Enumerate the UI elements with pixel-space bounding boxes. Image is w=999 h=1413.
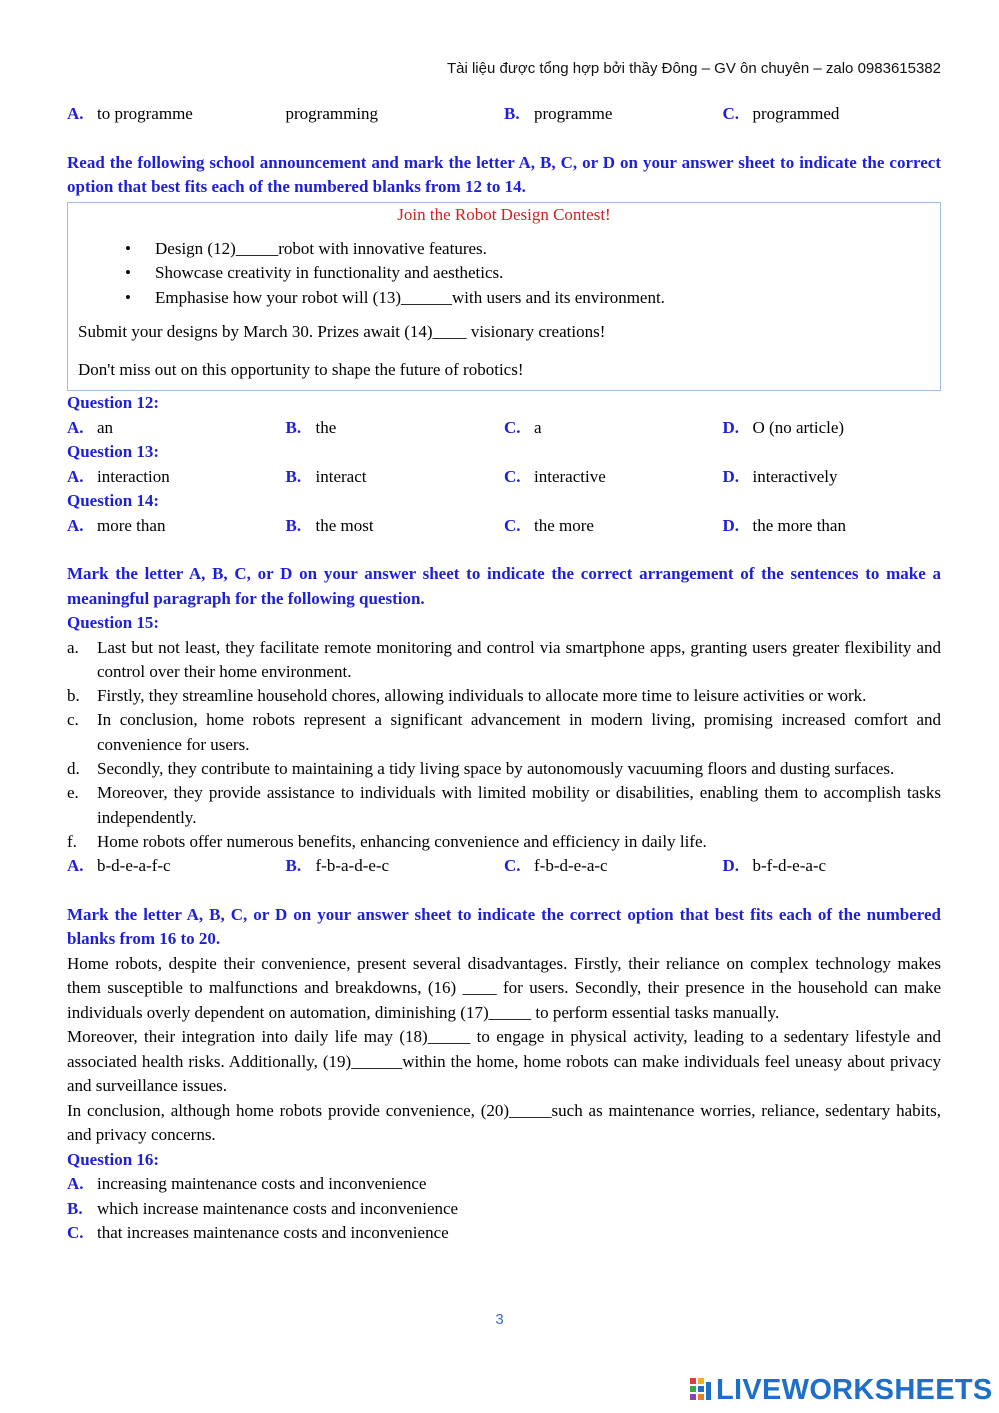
announcement-title: Join the Robot Design Contest! (397, 204, 611, 224)
page-number: 3 (495, 1311, 504, 1328)
option-extra: programming (285, 104, 379, 124)
liveworksheets-logo-icon (690, 1378, 712, 1404)
q11-options (67, 102, 941, 127)
question-13-options (67, 465, 941, 490)
option-a[interactable]: A. interaction (67, 466, 170, 486)
option-b[interactable]: B. interact (285, 466, 367, 486)
option-c[interactable]: C. the more (504, 515, 594, 535)
option-a[interactable]: A. more than (67, 515, 166, 535)
passage-paragraph: Moreover, their integration into daily life may (18)_____ to engage in physical activity, leading to a sedentary lifestyle and associated health risks. Additionally, (19)______within the home, home robots can make individuals feel uneasy about privacy and surveillance issues. (67, 1027, 941, 1096)
sentence-item: d. Secondly, they contribute to maintaining a tidy living space by autonomously vacuuming floors and dusting surfaces. (67, 758, 895, 778)
option-a[interactable]: A. to programme (67, 104, 193, 124)
worksheet-content (67, 102, 941, 1246)
question-12-label: Question 12: (67, 393, 160, 412)
bullet-item: • Emphasise how your robot will (13)______with users and its environment. (155, 286, 930, 311)
page-header: Tài liệu được tổng hợp bởi thầy Đông – GV ôn chuyên – zalo 0983615382 (446, 60, 941, 77)
option-b[interactable]: B. the (285, 417, 337, 437)
passage-paragraph: Home robots, despite their convenience, present several disadvantages. Firstly, their reliance on complex technology makes them susceptible to malfunctions and breakdowns, (16) ____ for users. Secondly, their presence in the household can make individuals overly dependent on automation, diminishing (17)_____ to perform essential tasks manually. (67, 953, 941, 1022)
sentence-item: b. Firstly, they streamline household chores, allowing individuals to allocate more time to leisure activities or work. (67, 686, 867, 706)
section3-instruction: Mark the letter A, B, C, or D on your answer sheet to indicate the correct option that best fits each of the numbered blanks from 16 to 20. (67, 904, 941, 949)
option-b[interactable]: B. the most (285, 515, 374, 535)
option-b[interactable]: B. f-b-a-d-e-c (285, 856, 390, 876)
passage-paragraph: In conclusion, although home robots provide convenience, (20)_____such as maintenance worries, reliance, sedentary habits, and privacy concerns. (67, 1100, 941, 1145)
option-a[interactable]: A. increasing maintenance costs and inconvenience (67, 1174, 427, 1194)
option-c[interactable]: C. f-b-d-e-a-c (504, 856, 608, 876)
question-15-options (67, 854, 941, 879)
question-15-label: Question 15: (67, 613, 160, 632)
option-c[interactable]: C. that increases maintenance costs and inconvenience (67, 1223, 449, 1243)
sentence-item: e. Moreover, they provide assistance to individuals with limited mobility or disabilities, enabling them to accomplish tasks independently. (67, 783, 941, 827)
question-14-options (67, 514, 941, 539)
sentence-item: a. Last but not least, they facilitate remote monitoring and control via smartphone apps, granting users greater flexibility and control over their home environment. (67, 637, 941, 681)
option-c[interactable]: C. interactive (504, 466, 606, 486)
announcement-submit: Submit your designs by March 30. Prizes await (14)____ visionary creations! (78, 322, 606, 341)
section1-instruction: Read the following school announcement and mark the letter A, B, C, or D on your answer sheet to indicate the correct option that best fits each of the numbered blanks from 12 to 14. (67, 152, 941, 196)
bullet-item: • Design (12)_____robot with innovative features. (155, 237, 930, 262)
option-a[interactable]: A. b-d-e-a-f-c (67, 856, 171, 876)
option-d[interactable]: D. O (no article) (722, 417, 845, 437)
liveworksheets-logo[interactable] (690, 1374, 993, 1407)
option-c[interactable]: C. a (504, 417, 542, 437)
announcement-closing: Don't miss out on this opportunity to shape the future of robotics! (78, 360, 524, 379)
question-14-label: Question 14: (67, 491, 160, 510)
announcement-box (67, 202, 941, 392)
sentence-item: c. In conclusion, home robots represent a significant advancement in modern living, promising increased comfort and convenience for users. (67, 710, 941, 754)
bullet-item: • Showcase creativity in functionality and aesthetics. (155, 261, 930, 286)
option-b[interactable]: B. which increase maintenance costs and inconvenience (67, 1198, 459, 1218)
question-13-label: Question 13: (67, 442, 160, 461)
sentence-item: f. Home robots offer numerous benefits, enhancing convenience and efficiency in daily life. (67, 831, 707, 851)
option-c[interactable]: C. programmed (722, 104, 840, 124)
sentence-list (67, 636, 941, 855)
announcement-bullets (78, 237, 930, 311)
option-a[interactable]: A. an (67, 417, 114, 437)
question-16-label: Question 16: (67, 1149, 160, 1169)
option-d[interactable]: D. interactively (722, 466, 838, 486)
option-d[interactable]: D. the more than (722, 515, 846, 535)
section2-instruction: Mark the letter A, B, C, or D on your answer sheet to indicate the correct arrangement of the sentences to make a meaningful paragraph for the following question. (67, 564, 941, 608)
option-d[interactable]: D. b-f-d-e-a-c (722, 856, 827, 876)
option-b[interactable]: B. programme (504, 104, 613, 124)
question-12-options (67, 416, 941, 441)
logo-text: LIVEWORKSHEETS (716, 1374, 993, 1406)
